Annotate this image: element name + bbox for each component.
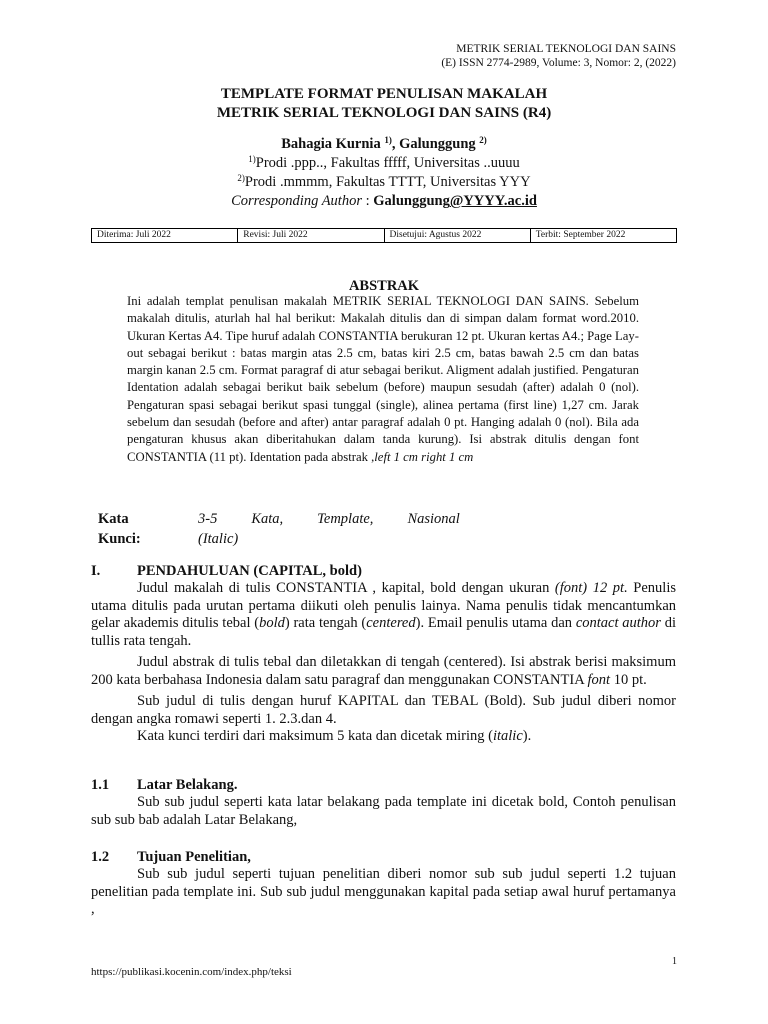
section-1-paragraph-4 xyxy=(91,728,676,746)
abstract-main: Ini adalah templat penulisan makalah METRIK SERIAL TEKNOLOGI DAN SAINS. Sebelum makalah ditulis, aturlah hal hal berikut: Makalah ditulis dan di simpan dalam format word.2010. Ukuran Kertas A4. Tipe huruf adalah CONSTANTIA berukuran 12 pt. Ukuran kertas A4.; Page Lay-out sebagai berikut : batas margin atas 2.5 cm, batas kiri 2.5 cm, batas bawah 2.5 cm dan batas margin kanan 2.5 cm. Format paragraf di atur sebagai berikut. Aligment adalah justified. Pengaturan Identation adalah sebagai berikut baik sebelum (before) maupun sesudah (after) adalah 0 (nol). Pengaturan spasi sebagai berikut spasi tunggal (single), alinea pertama (first line) 1,27 cm. Jarak sebelum dan sesudah (before and after) antar paragraf adalah 0 pt. Hanging adalah 0 (nol). Bila ada pengaturan khusus akan diberitahukan dalam tanda kurung). Isi abstrak ditulis dengan font CONSTANTIA (11 pt). Identation pada abstrak , xyxy=(127,294,639,464)
paper-title xyxy=(0,85,768,123)
keywords-values xyxy=(198,509,460,549)
keywords-label xyxy=(98,509,141,549)
section-1-2-number: 1.2 xyxy=(91,849,110,865)
section-1-paragraph-1 xyxy=(91,580,676,650)
affiliation-1 xyxy=(0,154,768,173)
abstract-tail-italic: left 1 cm right 1 cm xyxy=(374,449,474,464)
section-1-2-body xyxy=(91,866,676,919)
p1-italic-centered: centered xyxy=(366,615,416,631)
section-1-body xyxy=(91,580,676,746)
date-received: Diterima: Juli 2022 xyxy=(97,230,171,240)
affiliation-2-text: Prodi .mmmm, Fakultas TTTT, Universitas YYY xyxy=(244,174,531,190)
p1-italic-font: (font) 12 pt. xyxy=(554,580,628,596)
p1-text-g: ). Email penulis utama dan xyxy=(415,615,576,631)
corresponding-author xyxy=(0,192,768,211)
keywords-label-line-1: Kata xyxy=(98,511,129,527)
affiliation-1-text: Prodi .ppp.., Fakultas fffff, Universitas ..uuuu xyxy=(255,155,520,171)
date-approved: Disetujui: Agustus 2022 xyxy=(384,229,530,242)
affiliation-1-mark: 1) xyxy=(248,154,256,164)
corresponding-email[interactable] xyxy=(373,193,537,209)
keywords-list xyxy=(198,509,460,529)
corresponding-author-label: Corresponding Author xyxy=(231,193,362,209)
email-user: Galunggung xyxy=(373,193,450,209)
author-names xyxy=(0,135,768,154)
keyword-3: Template, xyxy=(317,511,374,527)
p1-text-e: ) rata tengah ( xyxy=(284,615,367,631)
author-1-affiliation-mark: 1) xyxy=(384,135,392,145)
issn-line: (E) ISSN 2774-2989, Volume: 3, Nomor: 2, (2022) xyxy=(441,57,676,69)
affiliation-2-mark: 2) xyxy=(237,173,245,183)
p1-italic-contact-author: contact author xyxy=(575,615,661,631)
section-1-1-paragraph: Sub sub judul seperti kata latar belakang pada template ini dicetak bold, Contoh penulisan sub sub bab adalah Latar Belakang, xyxy=(91,794,676,828)
p1-italic-bold: bold xyxy=(259,615,285,631)
journal-name: METRIK SERIAL TEKNOLOGI DAN SAINS xyxy=(456,43,676,55)
section-1-1-heading xyxy=(91,776,237,794)
title-line-1: TEMPLATE FORMAT PENULISAN MAKALAH xyxy=(220,86,548,102)
section-1-2-heading xyxy=(91,848,251,866)
section-1-1-title: Latar Belakang. xyxy=(137,777,238,793)
running-header xyxy=(441,42,676,70)
submission-dates-table xyxy=(91,228,677,243)
section-1-1-body xyxy=(91,794,676,829)
section-1-2-paragraph: Sub sub judul seperti tujuan penelitian diberi nomor sub sub judul seperti 1.2 tujuan penelitian pada template ini. Sub sub judul menggunakan kapital pada setiap awal huruf pertamanya , xyxy=(91,866,676,917)
affiliation-2 xyxy=(0,173,768,192)
keyword-4: Nasional xyxy=(407,511,460,527)
abstract-text xyxy=(127,293,639,466)
author-1: Bahagia Kurnia xyxy=(281,136,381,152)
keywords-label-line-2: Kunci: xyxy=(98,531,141,547)
page-number: 1 xyxy=(672,956,677,967)
section-1-number: I. xyxy=(91,563,101,579)
author-block xyxy=(0,135,768,211)
p4-text-c: ). xyxy=(522,728,532,744)
p2-text-c: 10 pt. xyxy=(610,671,647,688)
abstract-heading: ABSTRAK xyxy=(348,278,420,294)
email-domain-link[interactable]: @YYYY.ac.id xyxy=(449,193,537,209)
keyword-1: 3-5 xyxy=(198,511,218,527)
p1-text-a: Judul makalah di tulis CONSTANTIA , kapital, bold dengan ukuran xyxy=(137,580,555,596)
author-2: Galunggung xyxy=(399,136,476,152)
section-1-heading xyxy=(91,562,362,580)
date-published: Terbit: September 2022 xyxy=(530,229,676,242)
author-2-affiliation-mark: 2) xyxy=(479,135,487,145)
section-1-2-title: Tujuan Penelitian, xyxy=(137,849,251,865)
footer-url-link[interactable]: https://publikasi.kocenin.com/index.php/teksi xyxy=(91,966,292,978)
keyword-2: Kata, xyxy=(251,511,284,527)
date-revised: Revisi: Juli 2022 xyxy=(237,229,383,242)
title-line-2: METRIK SERIAL TEKNOLOGI DAN SAINS (R4) xyxy=(216,105,552,121)
section-1-paragraph-3: Sub judul di tulis dengan huruf KAPITAL dan TEBAL (Bold). Sub judul diberi nomor dengan angka romawi seperti 1. 2.3.dan 4. xyxy=(91,693,676,727)
p4-italic: italic xyxy=(492,728,523,744)
p4-text-a: Kata kunci terdiri dari maksimum 5 kata dan dicetak miring ( xyxy=(137,728,493,744)
corresponding-colon: : xyxy=(361,193,374,209)
p1-text-i: di tullis rata tengah. xyxy=(91,615,676,649)
p2-text-a: Judul abstrak di tulis tebal dan diletakkan di tengah (centered). Isi abstrak berisi maksimum 200 kata berbahasa Indonesia dalam satu paragraf dan menggunakan CONSTANTIA xyxy=(91,654,676,688)
section-1-title: PENDAHULUAN (CAPITAL, bold) xyxy=(137,563,362,579)
author-separator: , xyxy=(391,136,400,152)
section-1-1-number: 1.1 xyxy=(91,777,110,793)
section-1-paragraph-2 xyxy=(91,654,676,689)
p2-italic-font: font xyxy=(587,671,611,688)
p1-text-c: Penulis utama ditulis pada urutan pertama diikuti oleh penulis lainya. Nama penulis tidak mencantumkan gelar akademis ditulis tebal ( xyxy=(91,580,677,631)
keywords-note: (Italic) xyxy=(198,531,239,547)
